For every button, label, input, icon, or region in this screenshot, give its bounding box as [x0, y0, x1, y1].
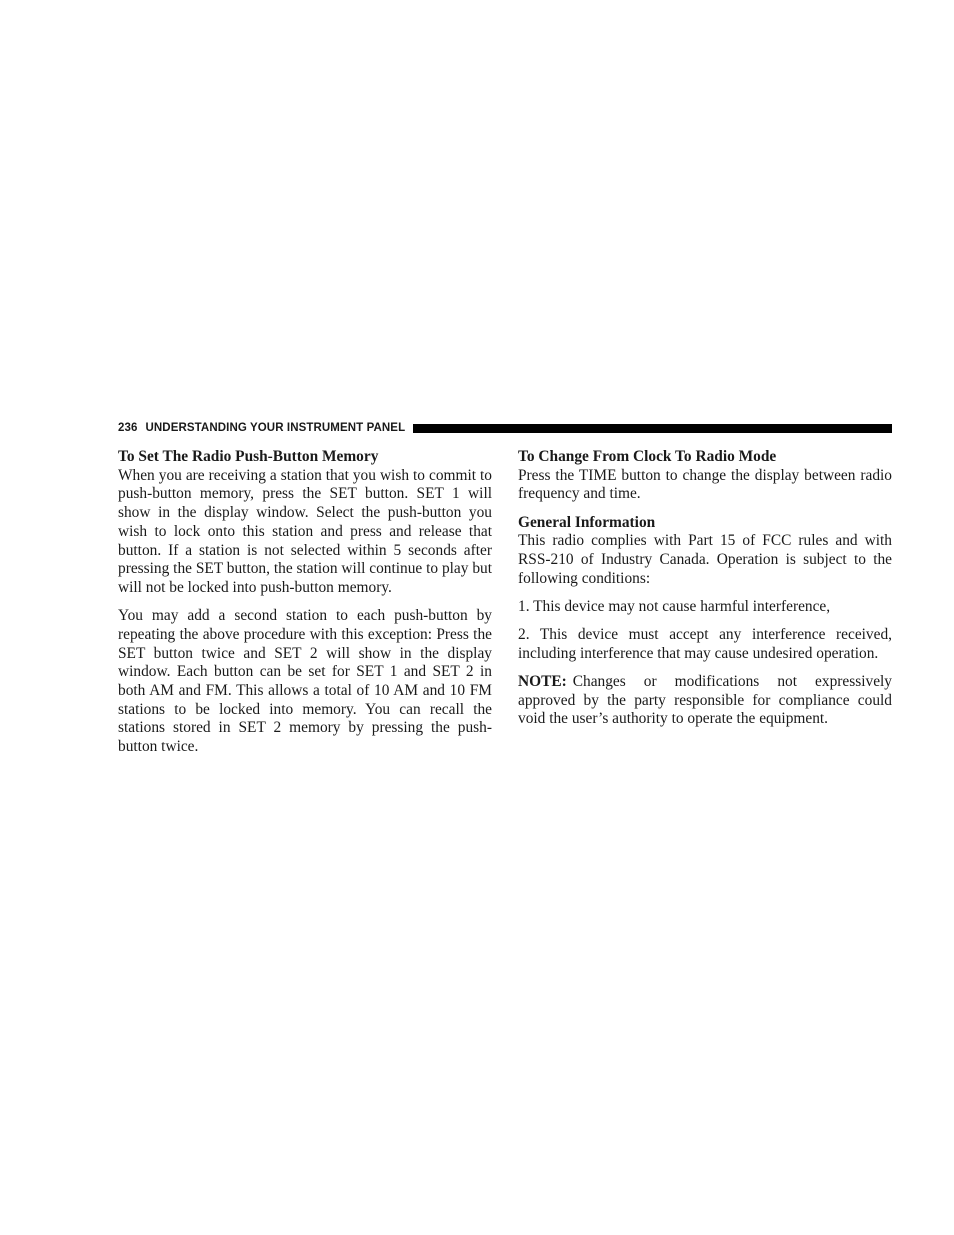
section-title: UNDERSTANDING YOUR INSTRUMENT PANEL	[145, 422, 406, 434]
page-header	[118, 420, 892, 436]
paragraph-push-button-memory: When you are receiving a station that you wish to commit to push-button memory, press the SET button. SET 1 will show in the display window. Select the push-button you wish to lock onto this station and press and release that button. If a station is not selected within 5 seconds after pressing the SET button, the station will continue to play but will not be locked into push-button memory.	[118, 466, 492, 596]
paragraph-second-station: You may add a second station to each push-button by repeating the above procedure with this exception: Press the SET button twice and SET 2 will show in the display window. Each button can be set for SET 1 and SET 2 in both AM and FM. This allows a total of 10 AM and 10 FM stations to be locked into memory. You can recall the stations stored in SET 2 memory by pressing the push-button twice.	[118, 607, 492, 756]
list-item-condition-2: 2. This device must accept any interference received, including interference that may cause undesired operation.	[518, 626, 892, 662]
list-item-condition-1: 1. This device may not cause harmful interference,	[518, 597, 831, 615]
heading-clock-to-radio: To Change From Clock To Radio Mode	[518, 448, 777, 465]
note-text: Changes or modifications not expressively approved by the party responsible for compliance could void the user’s authority to operate the equipment.	[518, 673, 892, 728]
right-column	[518, 448, 892, 739]
header-rule-bar	[413, 424, 892, 433]
heading-push-button-memory: To Set The Radio Push-Button Memory	[118, 448, 379, 465]
heading-general-information: General Information	[518, 513, 656, 531]
paragraph-general-information: This radio complies with Part 15 of FCC rules and with RSS-210 of Industry Canada. Operation is subject to the following conditions:	[518, 532, 892, 587]
page-number: 236	[118, 422, 138, 434]
note-label: NOTE:	[518, 673, 567, 691]
note-paragraph	[518, 673, 892, 729]
paragraph-clock-to-radio: Press the TIME button to change the display between radio frequency and time.	[518, 466, 892, 503]
left-column	[118, 448, 492, 766]
